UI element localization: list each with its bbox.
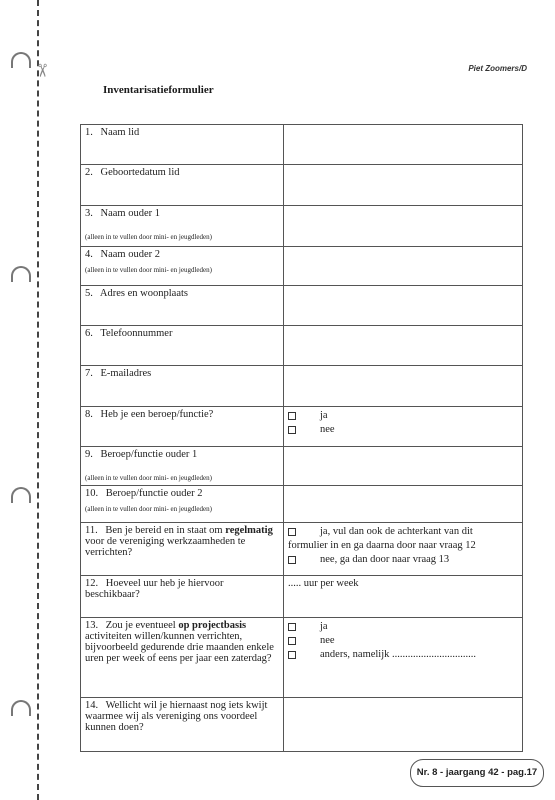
question-cell xyxy=(81,326,284,366)
form-row xyxy=(81,326,523,366)
question-number: 10. xyxy=(85,488,99,499)
binder-hole xyxy=(11,700,31,716)
option-yes[interactable] xyxy=(288,620,518,634)
question-note: (alleen in te vullen door mini- en jeugdleden) xyxy=(85,233,212,241)
answer-field[interactable] xyxy=(284,576,523,618)
form-row xyxy=(81,125,523,165)
question-number: 13. xyxy=(85,620,99,631)
form-row xyxy=(81,618,523,698)
option-no[interactable] xyxy=(288,553,518,567)
question-number: 9. xyxy=(85,449,93,460)
checkbox-icon[interactable] xyxy=(288,651,296,659)
question-cell xyxy=(81,165,284,206)
question-label: Wellicht wil je hiernaast nog iets kwijt waarmee wij als vereniging ons voordeel kunnen doen? xyxy=(85,700,268,733)
form-row xyxy=(81,206,523,247)
option-label: nee, ga dan door naar vraag 13 xyxy=(320,554,450,565)
answer-cell xyxy=(284,618,523,698)
form-row xyxy=(81,576,523,618)
answer-field[interactable] xyxy=(284,206,523,247)
question-cell xyxy=(81,486,284,523)
question-label: E-mailadres xyxy=(100,368,152,379)
question-number: 2. xyxy=(85,167,93,178)
question-cell xyxy=(81,698,284,752)
question-cell xyxy=(81,247,284,286)
form-row xyxy=(81,286,523,326)
question-label: Zou je eventueel xyxy=(105,620,176,631)
question-note: (alleen in te vullen door mini- en jeugdleden) xyxy=(85,266,212,274)
form-row xyxy=(81,407,523,447)
option-label: ja xyxy=(320,621,328,632)
question-cell xyxy=(81,523,284,576)
form-row xyxy=(81,523,523,576)
question-label-emphasis: regelmatig xyxy=(225,525,273,536)
answer-field[interactable] xyxy=(284,486,523,523)
question-cell xyxy=(81,206,284,247)
question-cell xyxy=(81,576,284,618)
answer-field[interactable] xyxy=(284,247,523,286)
option-no[interactable] xyxy=(288,634,518,648)
binder-hole xyxy=(11,487,31,503)
question-number: 12. xyxy=(85,578,99,589)
question-cell xyxy=(81,366,284,407)
question-cell xyxy=(81,618,284,698)
answer-field[interactable] xyxy=(284,698,523,752)
checkbox-icon[interactable] xyxy=(288,623,296,631)
page-number-badge: Nr. 8 - jaargang 42 - pag.17 xyxy=(410,759,544,787)
question-label: Heb je een beroep/functie? xyxy=(100,409,214,420)
option-yes-continued: formulier in en ga daarna door naar vraag 12 xyxy=(288,540,476,551)
option-label: nee xyxy=(320,424,335,435)
checkbox-icon[interactable] xyxy=(288,412,296,420)
question-note: (alleen in te vullen door mini- en jeugdleden) xyxy=(85,474,212,482)
question-number: 3. xyxy=(85,208,93,219)
question-label: Hoeveel uur heb je hiervoor beschikbaar? xyxy=(85,578,224,600)
question-label: Geboortedatum lid xyxy=(100,167,180,178)
option-label: anders, namelijk ................................ xyxy=(320,649,477,660)
option-other[interactable] xyxy=(288,648,518,662)
answer-cell xyxy=(284,523,523,576)
option-label: ja xyxy=(320,410,328,421)
option-no[interactable] xyxy=(288,423,518,437)
checkbox-icon[interactable] xyxy=(288,426,296,434)
answer-field[interactable] xyxy=(284,165,523,206)
question-label: Beroep/functie ouder 2 xyxy=(105,488,203,499)
answer-cell xyxy=(284,407,523,447)
question-cell xyxy=(81,286,284,326)
question-cell xyxy=(81,447,284,486)
question-number: 11. xyxy=(85,525,98,536)
question-cell xyxy=(81,125,284,165)
question-label: Naam ouder 1 xyxy=(100,208,160,219)
question-label: Ben je bereid en in staat om xyxy=(105,525,223,536)
question-number: 6. xyxy=(85,328,93,339)
scissors-icon: ✂ xyxy=(31,62,53,79)
checkbox-icon[interactable] xyxy=(288,556,296,564)
question-note: (alleen in te vullen door mini- en jeugdleden) xyxy=(85,505,212,513)
question-number: 5. xyxy=(85,288,93,299)
option-yes[interactable] xyxy=(288,525,518,539)
binder-hole xyxy=(11,52,31,68)
question-label: Naam lid xyxy=(100,127,140,138)
answer-field[interactable] xyxy=(284,286,523,326)
answer-field[interactable] xyxy=(284,366,523,407)
question-cell xyxy=(81,407,284,447)
question-label: Naam ouder 2 xyxy=(100,249,160,260)
question-number: 8. xyxy=(85,409,93,420)
question-number: 1. xyxy=(85,127,93,138)
question-label: Beroep/functie ouder 1 xyxy=(100,449,198,460)
hours-per-week: ..... uur per week xyxy=(288,578,359,589)
binder-hole xyxy=(11,266,31,282)
inventory-form-table xyxy=(80,124,523,752)
option-label: nee xyxy=(320,635,335,646)
form-row xyxy=(81,447,523,486)
author-name: Piet Zoomers/D xyxy=(468,64,527,73)
option-yes[interactable] xyxy=(288,409,518,423)
question-label: Telefoonnummer xyxy=(100,328,173,339)
page-title: Inventarisatieformulier xyxy=(103,84,214,96)
option-label: ja, vul dan ook de achterkant van dit xyxy=(320,526,473,537)
form-row xyxy=(81,165,523,206)
question-number: 14. xyxy=(85,700,99,711)
question-label: activiteiten willen/kunnen verrichten, bijvoorbeeld gedurende drie maanden enkele uren per week of eens per jaar een zaterdag? xyxy=(85,631,274,664)
answer-field[interactable] xyxy=(284,447,523,486)
form-row xyxy=(81,247,523,286)
question-number: 4. xyxy=(85,249,93,260)
form-row xyxy=(81,486,523,523)
form-row xyxy=(81,698,523,752)
question-label: Adres en woonplaats xyxy=(99,288,188,299)
answer-field[interactable] xyxy=(284,326,523,366)
checkbox-icon[interactable] xyxy=(288,528,296,536)
checkbox-icon[interactable] xyxy=(288,637,296,645)
question-label: voor de vereniging werkzaamheden te verrichten? xyxy=(85,536,246,558)
question-label-emphasis: op projectbasis xyxy=(178,620,247,631)
question-number: 7. xyxy=(85,368,93,379)
cut-line xyxy=(37,0,39,800)
answer-field[interactable] xyxy=(284,125,523,165)
form-row xyxy=(81,366,523,407)
